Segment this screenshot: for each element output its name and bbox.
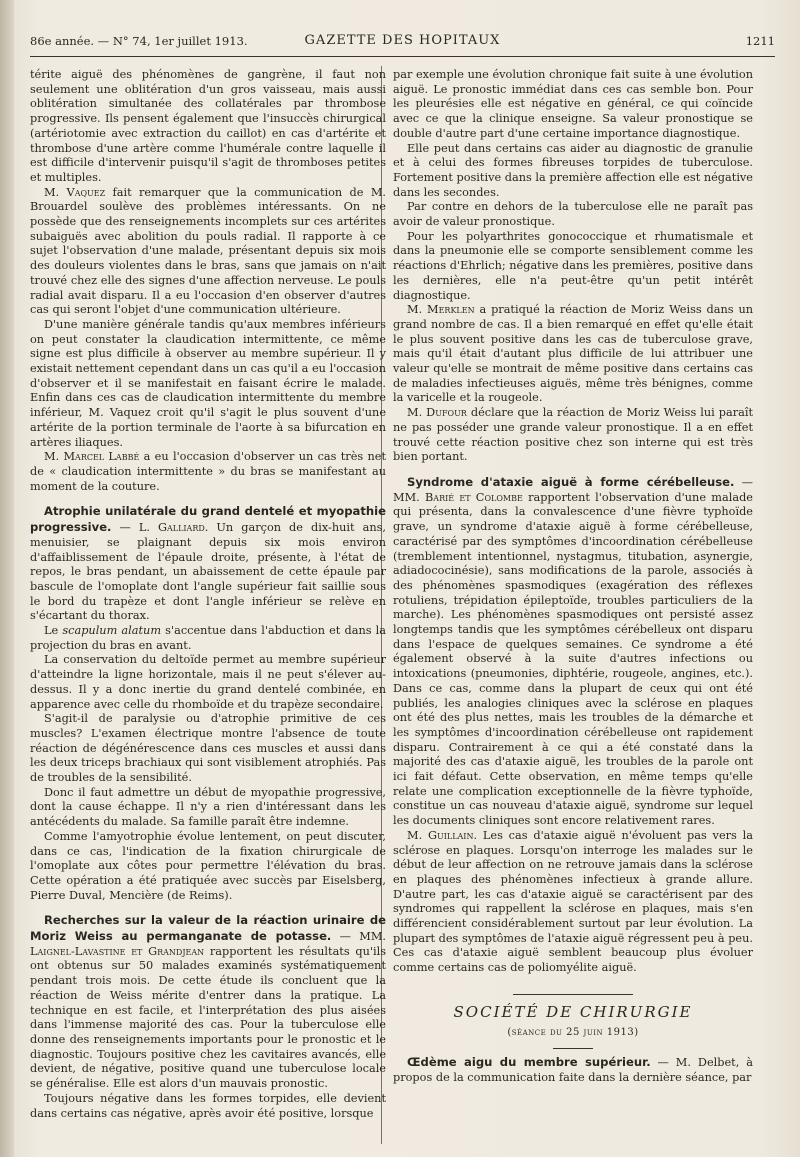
paragraph [393,303,753,406]
paragraph-text: fait remarquer que la communication de M. Brouardel soulève des problèmes intéressants. On ne possède que des renseignements incomplets sur ces artérites subaiguës avec abolition du pouls radial. Il rapporte à ce sujet l'observation d'une malade, présentant depuis six mois des douleurs violentes dans le bras, sans que jamais on n'ait trouvé chez elle des signes d'une affection nerveuse. Le pouls radial avait disparu. Il a eu l'occasion d'en observer d'autres cas qui seront l'objet d'une communication ultérieure. [30,185,386,317]
speaker-name: M. Guillain. [407,828,478,842]
section-title: Recherches sur la valeur de la réaction urinaire de Moriz Weiss au permanganate de potasse. [30,913,386,944]
speaker-name: M. Marcel Labbé [44,450,140,464]
section-ataxie [393,475,753,829]
paragraph: térite aiguë des phénomènes de gangrène, il faut non seulement une oblitération d'un gros vaisseau, mais aussi oblitération simultanée des collatérales par thrombose progressive. Ils pensent également que l'insuccès chirurgical (artériotomie avec extraction du caillot) en cas d'artérite et thrombose d'une artère comme l'humérale contre laquelle il est difficile d'intervenir puisqu'il s'agit de thromboses petites et multiples. [30,68,386,184]
speaker-name: M. Dufour [407,406,467,420]
author: — MM. Barié et Colombe [393,475,754,504]
paragraph-text: Le [44,624,63,638]
section-title: Syndrome d'ataxie aiguë à forme cérébelleuse. [407,474,735,489]
paragraph [393,406,753,465]
running-header [30,30,775,52]
paragraph-text: a pratiqué la réaction de Moriz Weiss dans un grand nombre de cas. Il a bien remarqué en effet qu'elle était le plus souvent positive dans les cas de tuberculose grave, mais qu'il était d'autant plus difficile de lui attribuer une valeur qu'elle se montrait de même positive dans certains cas de maladies infectieuses aiguës, même très bénignes, comme la varicelle et la rougeole. [393,303,753,405]
author: — L. Galliard. [111,521,209,535]
header-page-number: 1211 [745,34,775,48]
section-oedeme [393,1055,753,1085]
paragraph: par exemple une évolution chronique fait suite à une évolution aiguë. Le pronostic immédiat dans ces cas semble bon. Pour les pleurésies elle est négative en général, ce qui coïncide avec ce que la clinique enseigne. Sa valeur pronostique se double d'autre part d'une certaine importance diagnostique. [393,68,753,140]
header-issue: 86e année. — N° 74, 1er juillet 1913. [30,34,248,48]
ornament-rule [513,994,633,995]
session-date: (séance du 25 juin 1913) [507,1026,639,1038]
paragraph: Comme l'amyotrophie évolue lentement, on peut discuter, dans ce cas, l'indication de la fixation chirurgicale de l'omoplate aux côtes pour permettre l'élévation du bras. Cette opération a été pratiquée avec succès par Eiselsberg, Pierre Duval, Mencière (de Reims). [30,829,386,902]
paragraph: S'agit-il de paralysie ou d'atrophie primitive de ces muscles? L'examen électrique montre l'absence de toute réaction de dégénérescence dans ces muscles et aussi dans les deux triceps brachiaux qui sont visiblement atrophiés. Pas de troubles de la sensibilité. [30,712,386,785]
section-moriz-weiss [30,913,386,1091]
paragraph: D'une manière générale tandis qu'aux membres inférieurs on peut constater la claudication intermittente, ce même signe est plus difficile à observer au membre supérieur. Il y existait nettement cependant dans un cas qu'il a eu l'occasion d'observer et il se manifestait en faisant écrire le malade. Enfin dans ces cas de claudication intermittente du membre inférieur, M. Vaquez croit qu'il s'agit le plus souvent d'une artérite de la portion terminale de l'aorte à sa bifurcation en artères iliaques. [30,317,386,449]
header-journal-title: GAZETTE DES HOPITAUX [304,33,501,48]
paragraph-text: Un garçon de dix-huit ans, menuisier, se plaignant depuis six mois environ d'affaiblissement de l'épaule droite, présente, à l'état de repos, le bras pendant, un abaissement de cette épaule par bascule de l'omoplate dont l'angle supérieur fait saillie sous le bord du trapèze et dont l'angle inférieur se relève en s'écartant du thorax. [30,521,386,623]
author: — MM. Laignel-Lavastine et Grandjean [30,930,386,958]
paragraph-text: rapportent les résultats qu'ils ont obtenus sur 50 malades examinés systématiquement pendant trois mois. De cette étude ils concluent que la réaction de Weiss mérite d'entrer dans la pratique. La technique en est facile, et l'interprétation des plus aisées dans l'immense majorité des cas. Pour la tuberculose elle donne des renseignements importants pour le pronostic et le diagnostic. Toujours positive chez les cavitaires avancés, elle devient, de négative, positive quand une tuberculose locale se généralise. Elle est alors d'un mauvais pronostic. [30,944,386,1091]
section-title: Œdème aigu du membre supérieur. [407,1055,651,1070]
paragraph-text: rapportent l'observation d'une malade qui présenta, dans la convalescence d'une fièvre typhoïde grave, un syndrome d'ataxie aiguë à forme cérébelleuse, caractérisé par des symptômes d'incoordination cérébelleuse (tremblement intentionnel, nystagmus, titubation, asynergie, adiadococinésie), sans modifications de la parole, associés à des phénomènes spasmodiques (exagération des réflexes rotuliens, trépidation épileptoïde, troubles particuliers de la marche). Les phénomènes spasmodiques ont persisté assez longtemps tandis que les symptômes cérébelleux ont disparu dans l'espace de quelques semaines. Ce syndrome a été également observé à la suite d'autres infections ou intoxications (pneumonies, diphtérie, rougeole, angines, etc.). Dans ce cas, comme dans la plupart de ceux qui ont été publiés, les analogies cliniques avec la sclérose en plaques ont été des plus nettes, mais les troubles de la démarche et les symptômes d'incoordination cérébelleuse ont rapidement disparu. Contrairement à ce qui a été constaté dans la majorité des cas d'ataxie aiguë, les troubles de la parole ont ici fait défaut. Cette observation, en même temps qu'elle relate une complication exceptionnelle de la fièvre typhoïde, constitue un cas nouveau d'ataxie aiguë, syndrome sur lequel les documents cliniques sont encore relativement rares. [393,490,753,828]
paragraph: Toujours négative dans les formes torpides, elle devient dans certains cas négative, après avoir été positive, lorsque [30,1091,386,1120]
short-rule [553,1048,593,1049]
speaker-name: M. Merklen [407,303,475,317]
paragraph: Elle peut dans certains cas aider au diagnostic de granulie et à celui des formes fibreuses torpides de tuberculose. Fortement positive dans la première affection elle est négative dans les secondes. [393,141,753,199]
section-atrophie [30,504,386,624]
section-title: Atrophie unilatérale du grand dentelé et myopathie progressive. [30,504,386,535]
paragraph [30,186,386,318]
right-column [393,68,753,1086]
paragraph-text: déclare que la réaction de Moriz Weiss lui paraît ne pas posséder une grande valeur pronostique. Il a en effet trouvé cette réaction positive chez son interne qui est très bien portant. [393,406,753,464]
paragraph [393,829,753,976]
speaker-name: M. Vaquez [44,185,106,199]
latin-term: scapulum alatum [62,624,162,638]
paragraph: Pour les polyarthrites gonococcique et rhumatismale et dans la pneumonie elle se comporte sensiblement comme les réactions d'Ehrlich; négative dans les premières, positive dans les dernières, elle n'a peut-être qu'un petit intérêt diagnostique. [393,229,753,302]
paragraph-text: Les cas d'ataxie aiguë n'évoluent pas vers la sclérose en plaques. Lorsqu'on interroge les malades sur le début de leur affection on ne retrouve jamais dans la sclérose en plaques des phénomènes infectieux à grande allure. D'autre part, les cas d'ataxie aiguë se caractérisent par des syndromes qui rappellent la sclérose en plaques, mais s'en différencient considérablement surtout par leur évolution. La plupart des symptômes de l'ataxie aiguë régressent peu à peu. Ces cas d'ataxie aiguë semblent beaucoup plus évoluer comme certains cas de poliomyélite aiguë. [393,828,753,975]
paragraph [30,450,386,494]
paragraph-text: s'accentue dans l'abduction et dans la projection du bras en avant. [30,624,387,652]
society-heading [393,994,753,1049]
left-column [30,68,386,1121]
page-binding-edge [0,0,14,1157]
header-rule [30,56,775,57]
paragraph: Donc il faut admettre un début de myopathie progressive, dont la cause échappe. Il n'y a rien d'intéressant dans les antécédents du malade. Sa famille paraît être indemne. [30,785,386,829]
paragraph: La conservation du deltoïde permet au membre supérieur d'atteindre la ligne horizontale, mais il ne peut s'élever au-dessus. Il y a donc inertie du grand dentelé combinée, en apparence avec celle du rhomboïde et du trapèze secondaire. [30,653,386,711]
paragraph: Par contre en dehors de la tuberculose elle ne paraît pas avoir de valeur pronostique. [393,200,753,229]
society-name: SOCIÉTÉ DE CHIRURGIE [453,1002,693,1021]
paragraph-text: a eu l'occasion d'observer un cas très net de « claudication intermittente » du bras se manifestant au moment de la couture. [30,450,386,493]
paragraph-text: — M. Delbet, à propos de la communication faite dans la dernière séance, par [393,1056,753,1084]
paragraph [30,624,386,653]
